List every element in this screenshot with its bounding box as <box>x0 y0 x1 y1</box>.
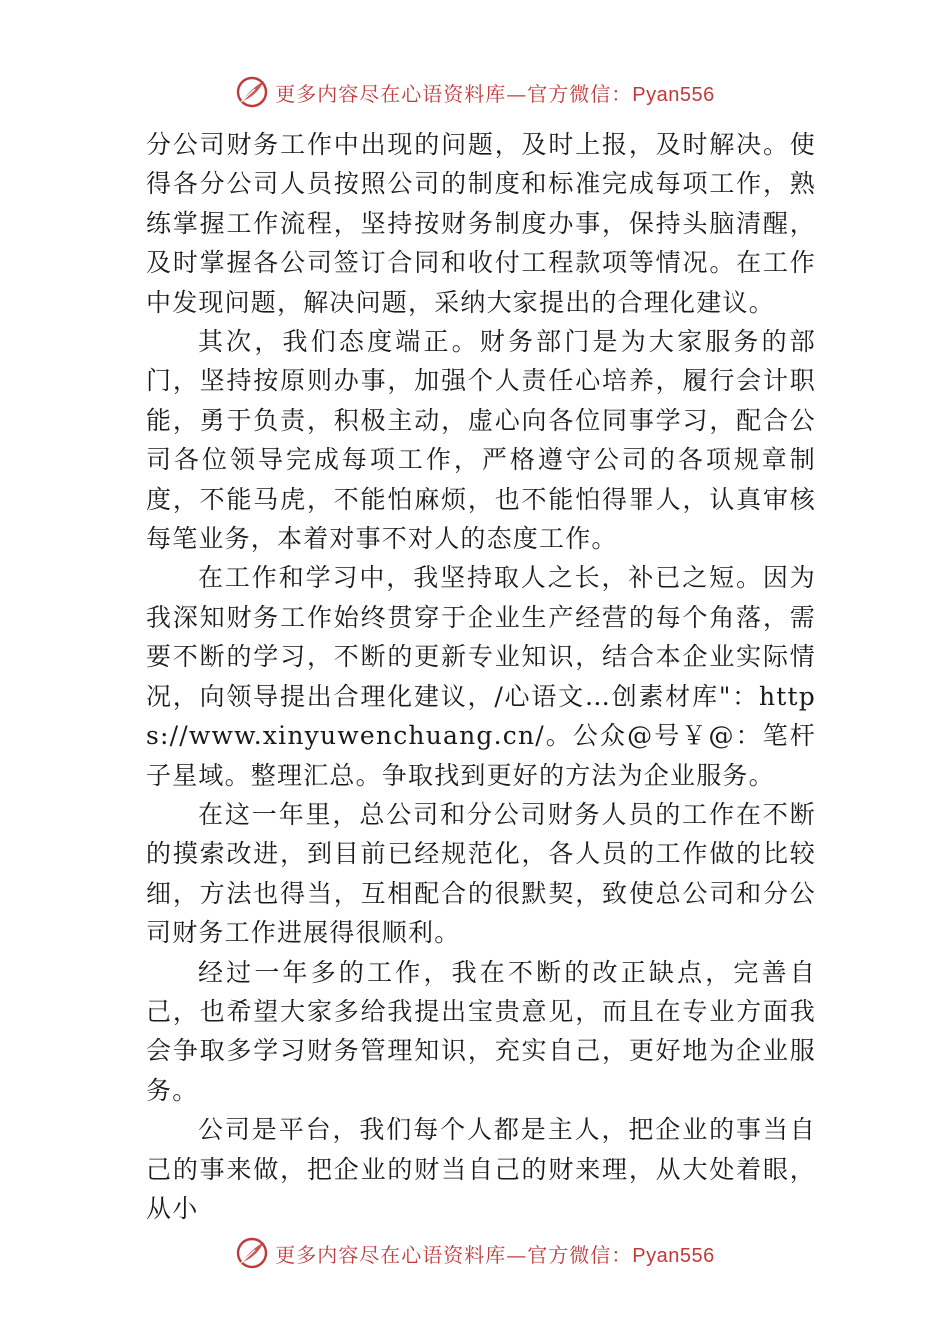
paragraph-3: 在工作和学习中，我坚持取人之长，补已之短。因为我深知财务工作始终贯穿于企业生产经营的每个角落，需要不断的学习，不断的更新专业知识，结合本企业实际情况，向领导提出合理化建议，/心语文…创素材库"：https://www.xinyuwenchuang.cn/。公众@号￥@：笔杆子星域。整理汇总。争取找到更好的方法为企业服务。 <box>146 563 816 790</box>
paragraph-2: 其次，我们态度端正。财务部门是为大家服务的部门，坚持按原则办事，加强个人责任心培养，履行会计职能，勇于负责，积极主动，虚心向各位同事学习，配合公司各位领导完成每项工作，严格遵守公司的各项规章制度，不能马虎，不能怕麻烦，也不能怕得罪人，认真审核每笔业务，本着对事不对人的态度工作。 <box>146 327 816 554</box>
footer-banner-label: 更多内容尽在心语资料库—官方微信： <box>275 1242 633 1267</box>
header-banner <box>0 72 950 112</box>
paragraph-6: 公司是平台，我们每个人都是主人，把企业的事当自己的事来做，把企业的财当自己的财来理，从大处着眼，从小 <box>146 1115 816 1223</box>
footer-banner-text <box>275 1239 714 1268</box>
paragraph-4: 在这一年里，总公司和分公司财务人员的工作在不断的摸索改进，到目前已经规范化，各人员的工作做的比较细，方法也得当，互相配合的很默契，致使总公司和分公司财务工作进展得很顺利。 <box>146 799 816 948</box>
paragraph-5: 经过一年多的工作，我在不断的改正缺点，完善自己，也希望大家多给我提出宝贵意见，而且在专业方面我会争取多学习财务管理知识，充实自己，更好地为企业服务。 <box>146 957 816 1105</box>
header-banner-text <box>275 78 714 107</box>
footer-brand-id: Pyan556 <box>632 1244 715 1267</box>
feather-pen-circle-icon <box>235 1236 269 1270</box>
feather-pen-circle-icon <box>235 75 269 109</box>
paragraph-1: 分公司财务工作中出现的问题，及时上报，及时解决。使得各分公司人员按照公司的制度和标准完成每项工作，熟练掌握工作流程，坚持按财务制度办事，保持头脑清醒，及时掌握各公司签订合同和收付工程款项等情况。在工作中发现问题，解决问题，采纳大家提出的合理化建议。 <box>146 130 816 317</box>
header-brand-id: Pyan556 <box>632 83 715 106</box>
header-banner-label: 更多内容尽在心语资料库—官方微信： <box>275 81 633 106</box>
footer-banner <box>0 1233 950 1273</box>
document-body <box>146 125 816 1228</box>
